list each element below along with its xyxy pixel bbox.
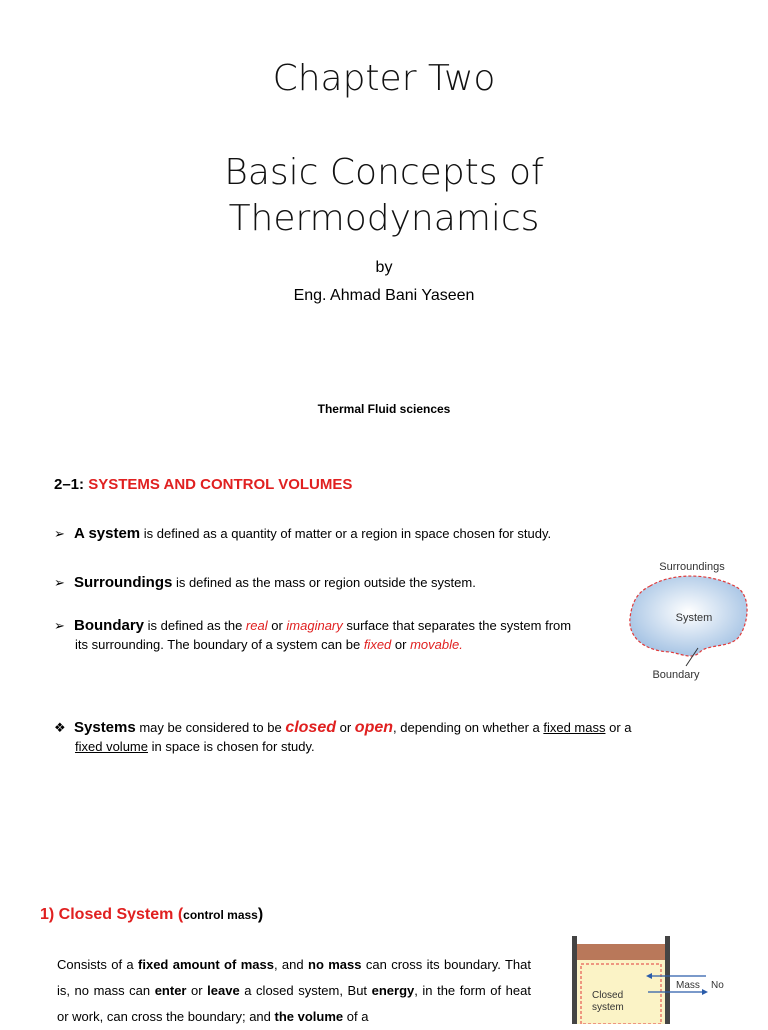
label-system: System <box>675 612 713 624</box>
by-label: by <box>375 259 393 276</box>
para-text: , in the form of heat or work, can cross the boundary; and <box>57 983 531 1024</box>
label-mass: Mass <box>676 980 700 991</box>
closed-paren: ) <box>257 906 264 923</box>
note-text: , depending on whether a <box>393 720 544 735</box>
document-title-line2: Thermodynamics <box>228 198 540 239</box>
closed-system-paragraph <box>57 952 531 1030</box>
diamond-bullet-icon: ❖ <box>54 720 66 735</box>
label-no: No <box>711 980 724 991</box>
arrow-bullet-icon: ➢ <box>54 575 65 590</box>
section-number: 2–1: <box>54 476 85 493</box>
def-surroundings: is defined as the mass or region outside the system. <box>172 575 476 590</box>
phrase-fixed-mass: fixed mass <box>543 720 606 735</box>
def-text: or <box>267 618 287 633</box>
term-systems: Systems <box>74 719 136 736</box>
def-text: surface that separates the system from its surrounding. The boundary of a system can be <box>75 618 572 652</box>
arrow-right-icon <box>702 989 708 995</box>
term-surroundings: Surroundings <box>74 574 173 591</box>
course-name: Thermal Fluid sciences <box>317 402 451 416</box>
term-boundary: Boundary <box>74 617 145 634</box>
note-text: or <box>336 720 355 735</box>
label-system: system <box>592 1002 624 1013</box>
label-closed: Closed <box>592 990 624 1001</box>
word-fixed: fixed <box>363 637 392 652</box>
bold-enter: enter <box>154 983 187 998</box>
closed-system-figure <box>568 936 768 1024</box>
label-surroundings: Surroundings <box>659 561 725 573</box>
bullet-system <box>54 524 624 543</box>
bold-energy: energy <box>371 983 415 998</box>
note-text: may be considered to be <box>135 720 286 735</box>
piston <box>577 944 665 960</box>
section-heading <box>54 476 352 493</box>
note-text: or a <box>605 720 632 735</box>
system-boundary-figure <box>620 556 760 686</box>
cylinder-wall-left <box>572 936 577 1024</box>
phrase-fixed-volume: fixed volume <box>75 739 148 754</box>
para-text: of a <box>343 1009 369 1024</box>
word-closed: closed <box>285 719 336 736</box>
word-imaginary: imaginary <box>286 618 343 633</box>
closed-system-heading <box>40 906 263 924</box>
def-system: is defined as a quantity of matter or a region in space chosen for study. <box>140 526 552 541</box>
para-text: , and <box>273 957 308 972</box>
note-text: in space is chosen for study. <box>147 739 315 754</box>
chapter-title: Chapter Two <box>272 58 496 99</box>
closed-system-subtitle: control mass <box>183 908 258 922</box>
bold-fixed-amount: fixed amount of mass <box>138 957 274 972</box>
bold-leave: leave <box>207 983 240 998</box>
para-text: can cross its boundary. That is, no mass can <box>57 957 531 998</box>
bullet-boundary <box>54 616 575 654</box>
para-text: a closed system, But <box>239 983 372 998</box>
term-system: A system <box>74 525 141 542</box>
word-open: open <box>354 719 394 736</box>
def-text: is defined as the <box>144 618 246 633</box>
cylinder-wall-right <box>665 936 670 1024</box>
arrow-bullet-icon: ➢ <box>54 618 65 633</box>
section-title: SYSTEMS AND CONTROL VOLUMES <box>88 476 353 493</box>
systems-note <box>54 718 645 756</box>
document-title-line1: Basic Concepts of <box>224 152 544 193</box>
para-text: Consists of a <box>57 957 139 972</box>
bold-the-volume: the volume <box>274 1009 344 1024</box>
author-name: Eng. Ahmad Bani Yaseen <box>293 287 475 304</box>
arrow-bullet-icon: ➢ <box>54 526 65 541</box>
bold-no-mass: no mass <box>308 957 362 972</box>
label-boundary: Boundary <box>652 669 700 681</box>
word-real: real <box>245 618 268 633</box>
bullet-surroundings <box>54 573 584 592</box>
closed-system-title: 1) Closed System ( <box>40 906 184 923</box>
para-text: or <box>186 983 208 998</box>
def-text: or <box>391 637 411 652</box>
word-movable: movable. <box>410 637 463 652</box>
